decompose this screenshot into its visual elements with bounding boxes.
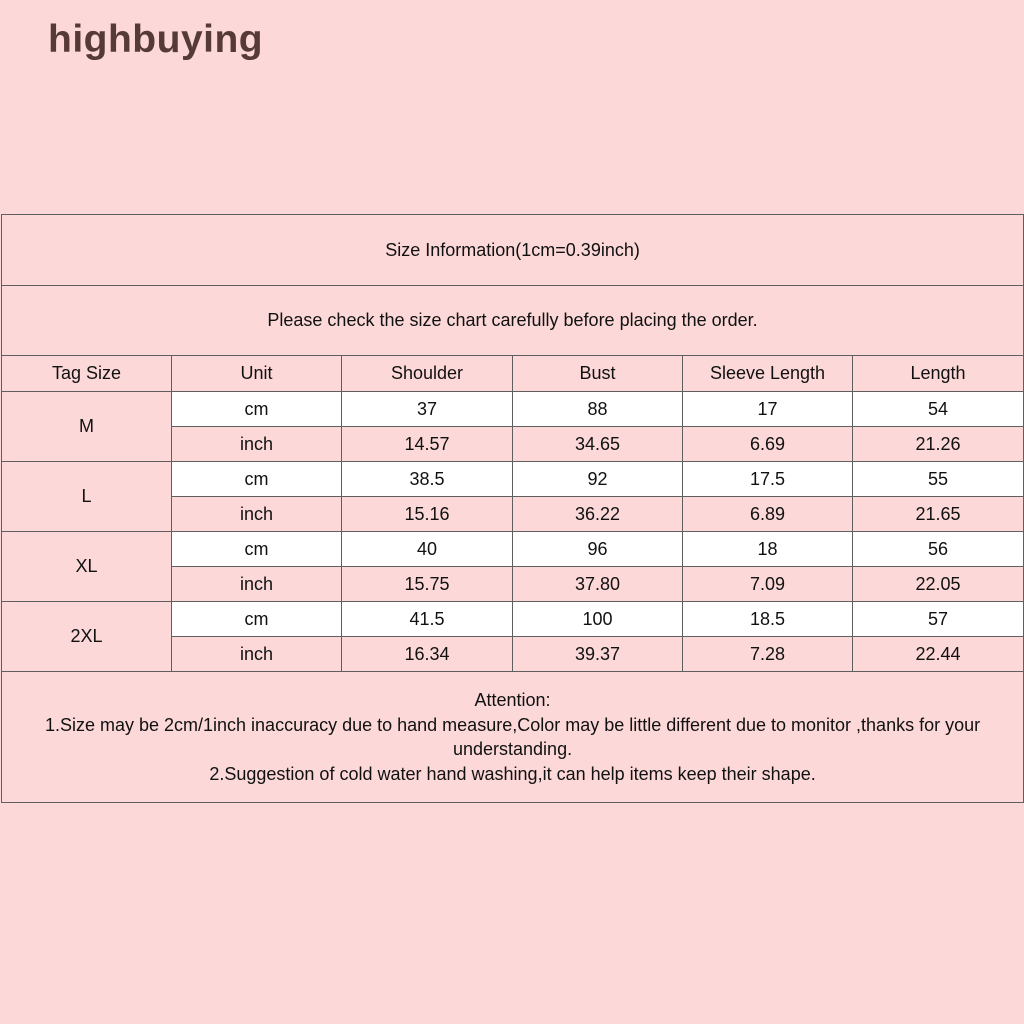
table-row	[2, 462, 1024, 497]
length-cell: 56	[853, 532, 1024, 567]
sleeve-length-cell: 17	[683, 392, 853, 427]
attention-note	[2, 672, 1024, 803]
size-chart-title: Size Information(1cm=0.39inch)	[2, 215, 1024, 286]
tag-size-cell: L	[2, 462, 172, 532]
tag-size-cell: 2XL	[2, 602, 172, 672]
unit-cell: inch	[172, 427, 342, 462]
sleeve-length-cell: 7.09	[683, 567, 853, 602]
length-cell: 54	[853, 392, 1024, 427]
shoulder-cell: 16.34	[342, 637, 513, 672]
unit-cell: cm	[172, 392, 342, 427]
shoulder-cell: 15.75	[342, 567, 513, 602]
bust-cell: 92	[513, 462, 683, 497]
sleeve-length-cell: 6.89	[683, 497, 853, 532]
bust-cell: 34.65	[513, 427, 683, 462]
shoulder-cell: 37	[342, 392, 513, 427]
sleeve-length-cell: 7.28	[683, 637, 853, 672]
sleeve-length-cell: 6.69	[683, 427, 853, 462]
shoulder-cell: 41.5	[342, 602, 513, 637]
unit-cell: inch	[172, 637, 342, 672]
sleeve-length-cell: 18	[683, 532, 853, 567]
unit-cell: cm	[172, 602, 342, 637]
sleeve-length-cell: 17.5	[683, 462, 853, 497]
unit-cell: inch	[172, 567, 342, 602]
shoulder-cell: 15.16	[342, 497, 513, 532]
length-cell: 22.05	[853, 567, 1024, 602]
attention-heading: Attention:	[474, 690, 551, 710]
header-length: Length	[853, 356, 1024, 392]
bust-cell: 37.80	[513, 567, 683, 602]
bust-cell: 96	[513, 532, 683, 567]
size-chart-note: Please check the size chart carefully before placing the order.	[2, 286, 1024, 356]
bust-cell: 36.22	[513, 497, 683, 532]
attention-line-2: 2.Suggestion of cold water hand washing,it can help items keep their shape.	[209, 763, 816, 784]
bust-cell: 88	[513, 392, 683, 427]
unit-cell: inch	[172, 497, 342, 532]
attention-line-1: 1.Size may be 2cm/1inch inaccuracy due to hand measure,Color may be little different due to monitor ,thanks for your understanding.	[44, 714, 981, 759]
length-cell: 22.44	[853, 637, 1024, 672]
unit-cell: cm	[172, 532, 342, 567]
sleeve-length-cell: 18.5	[683, 602, 853, 637]
brand-watermark: highbuying	[48, 18, 264, 61]
shoulder-cell: 40	[342, 532, 513, 567]
bust-cell: 39.37	[513, 637, 683, 672]
table-row	[2, 392, 1024, 427]
length-cell: 55	[853, 462, 1024, 497]
length-cell: 57	[853, 602, 1024, 637]
table-row	[2, 602, 1024, 637]
header-sleeve-length: Sleeve Length	[683, 356, 853, 392]
unit-cell: cm	[172, 462, 342, 497]
bust-cell: 100	[513, 602, 683, 637]
shoulder-cell: 14.57	[342, 427, 513, 462]
header-tag-size: Tag Size	[2, 356, 172, 392]
length-cell: 21.65	[853, 497, 1024, 532]
size-chart-table	[1, 214, 1024, 803]
header-unit: Unit	[172, 356, 342, 392]
shoulder-cell: 38.5	[342, 462, 513, 497]
table-header-row	[2, 356, 1024, 392]
header-bust: Bust	[513, 356, 683, 392]
header-shoulder: Shoulder	[342, 356, 513, 392]
length-cell: 21.26	[853, 427, 1024, 462]
tag-size-cell: XL	[2, 532, 172, 602]
table-row	[2, 532, 1024, 567]
tag-size-cell: M	[2, 392, 172, 462]
